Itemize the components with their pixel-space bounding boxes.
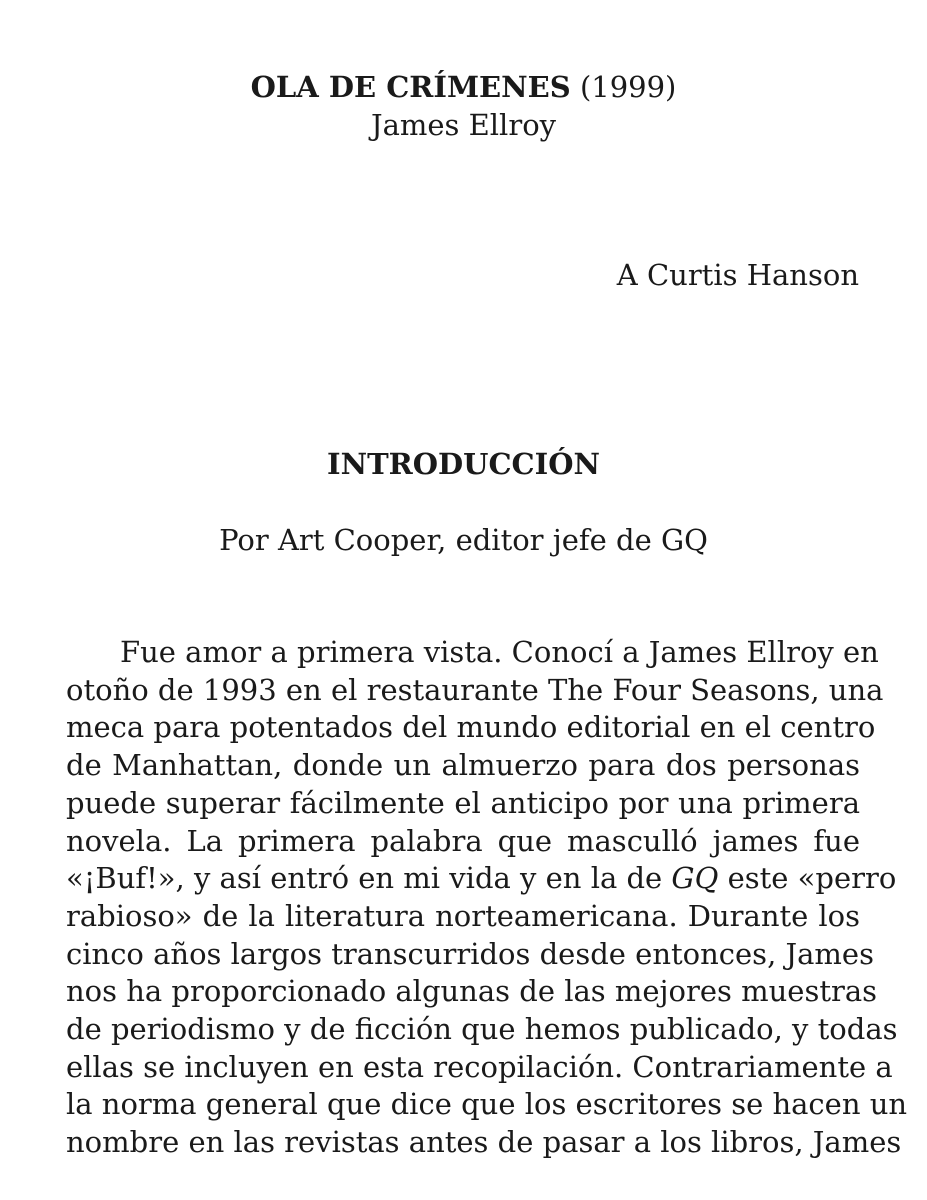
paragraph-line: meca para potentados del mundo editorial en el centro	[66, 710, 876, 745]
title-block	[0, 68, 927, 144]
line-segment: «¡Buf!», y así entró en mi vida y en la de	[66, 861, 672, 896]
book-year: (1999)	[579, 70, 677, 104]
paragraph-line: otoño de 1993 en el restaurante The Four Seasons, una	[66, 672, 884, 707]
dedication: A Curtis Hanson	[616, 258, 859, 292]
book-author: James Ellroy	[370, 108, 557, 142]
book-title-line	[0, 68, 927, 106]
paragraph-line	[66, 860, 897, 898]
paragraph-line: de periodismo y de ficción que hemos publicado, y todas	[66, 1012, 898, 1047]
paragraph-line: cinco años largos transcurridos desde entonces, James	[66, 936, 874, 971]
introduction-heading: INTRODUCCIÓN	[327, 447, 600, 481]
paragraph-line: Fue amor a primera vista. Conocí a James Ellroy en	[120, 635, 879, 669]
magazine-name: GQ	[671, 861, 719, 896]
book-title: OLA DE CRÍMENES	[250, 70, 571, 104]
line-segment: este «perro	[718, 861, 897, 896]
paragraph-line: nombre en las revistas antes de pasar a los libros, James	[66, 1125, 902, 1160]
paragraph-line: puede superar fácilmente el anticipo por una primera	[66, 785, 860, 820]
paragraph-line: ellas se incluyen en esta recopilación. Contrariamente a	[66, 1049, 893, 1084]
paragraph-line: novela. La primera palabra que masculló james fue	[66, 823, 860, 858]
body-paragraph	[66, 634, 908, 1162]
paragraph-line: rabioso» de la literatura norteamericana. Durante los	[66, 898, 860, 933]
paragraph-line: nos ha proporcionado algunas de las mejores muestras	[66, 974, 878, 1009]
paragraph-line: la norma general que dice que los escritores se hacen un	[66, 1087, 908, 1122]
paragraph-line: de Manhattan, donde un almuerzo para dos personas	[66, 748, 860, 783]
introduction-byline: Por Art Cooper, editor jefe de GQ	[219, 523, 708, 557]
